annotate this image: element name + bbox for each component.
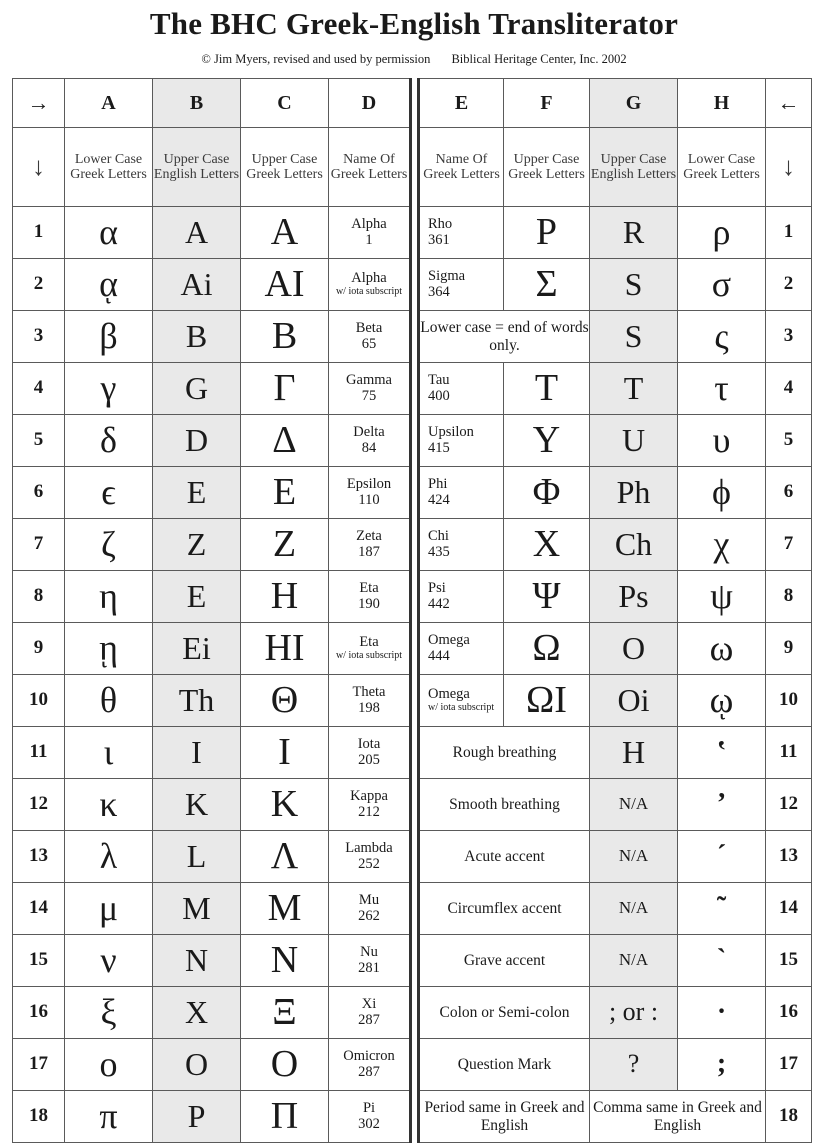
row-number: 12	[766, 779, 812, 831]
letter-name: Zeta	[356, 527, 382, 544]
lower-greek-cell: ι	[65, 727, 153, 779]
letter-value: 302	[358, 1115, 380, 1132]
lower-greek-cell: ζ	[65, 519, 153, 571]
letter-name: Nu	[360, 943, 378, 960]
upper-greek-cell: E	[241, 467, 329, 519]
upper-english-cell: Ei	[153, 623, 241, 675]
letter-value: 262	[358, 907, 380, 924]
row-number: 16	[13, 987, 65, 1039]
letter-name: Upsilon	[428, 423, 474, 440]
description-cell: Grave accent	[419, 935, 590, 987]
letter-value: 84	[361, 439, 377, 456]
lower-greek-cell: ˜	[678, 883, 766, 935]
description-cell: Colon or Semi-colon	[419, 987, 590, 1039]
description-cell: Circumflex accent	[419, 883, 590, 935]
lower-greek-cell: ν	[65, 935, 153, 987]
column-desc-h: Lower Case Greek Letters	[678, 128, 766, 207]
upper-greek-cell: Θ	[241, 675, 329, 727]
letter-name-cell	[419, 519, 504, 571]
upper-english-cell: S	[590, 259, 678, 311]
letter-value: 415	[428, 439, 450, 456]
letter-value: 364	[428, 283, 450, 300]
transliteration-table	[12, 78, 812, 1143]
letter-value: 442	[428, 595, 450, 612]
publisher-text: Biblical Heritage Center, Inc. 2002	[451, 52, 627, 66]
down-arrow-icon: ↓	[13, 128, 65, 207]
letter-value: 198	[358, 699, 380, 716]
letter-name-cell	[419, 623, 504, 675]
row-number: 5	[13, 415, 65, 467]
letter-name-note: w/ iota subscript	[335, 286, 403, 298]
row-number: 10	[766, 675, 812, 727]
upper-english-cell: I	[153, 727, 241, 779]
column-letter-d: D	[329, 79, 411, 128]
letter-name-cell	[329, 623, 411, 675]
column-letter-c: C	[241, 79, 329, 128]
upper-english-cell: R	[590, 207, 678, 259]
upper-greek-cell: AI	[241, 259, 329, 311]
upper-greek-cell: P	[504, 207, 590, 259]
lower-greek-cell: ς	[678, 311, 766, 363]
letter-name-cell	[329, 415, 411, 467]
lower-greek-cell: ρ	[678, 207, 766, 259]
letter-value: 424	[428, 491, 450, 508]
column-desc-g: Upper Case English Letters	[590, 128, 678, 207]
letter-name-cell	[329, 675, 411, 727]
column-desc-d: Name Of Greek Letters	[329, 128, 411, 207]
letter-name: Gamma	[346, 371, 392, 388]
upper-english-cell: X	[153, 987, 241, 1039]
letter-name-note: w/ iota subscript	[428, 702, 495, 714]
letter-value: 400	[428, 387, 450, 404]
letter-value: 187	[358, 543, 380, 560]
letter-name-cell	[419, 207, 504, 259]
letter-name-cell	[419, 363, 504, 415]
column-desc-b: Upper Case English Letters	[153, 128, 241, 207]
row-number: 18	[13, 1091, 65, 1143]
upper-english-cell: T	[590, 363, 678, 415]
upper-english-cell: O	[153, 1039, 241, 1091]
letter-value: 1	[365, 231, 373, 248]
description-cell: Acute accent	[419, 831, 590, 883]
upper-greek-cell: O	[241, 1039, 329, 1091]
column-letter-e: E	[419, 79, 504, 128]
upper-greek-cell: Σ	[504, 259, 590, 311]
letter-name: Phi	[428, 475, 448, 492]
upper-english-cell: S	[590, 311, 678, 363]
letter-name-cell	[329, 727, 411, 779]
letter-name: Alpha	[351, 215, 387, 232]
lower-greek-cell: σ	[678, 259, 766, 311]
upper-english-cell: Ph	[590, 467, 678, 519]
left-arrow-icon: ←	[766, 79, 812, 128]
row-number: 7	[766, 519, 812, 571]
letter-name-cell	[329, 883, 411, 935]
page-title: The BHC Greek-English Transliterator	[149, 6, 679, 41]
upper-english-cell: B	[153, 311, 241, 363]
letter-name-cell	[329, 831, 411, 883]
description-cell: Period same in Greek and English	[419, 1091, 590, 1143]
upper-english-cell: ?	[590, 1039, 678, 1091]
row-number: 3	[13, 311, 65, 363]
description-cell: Comma same in Greek and English	[590, 1091, 766, 1143]
row-number: 4	[13, 363, 65, 415]
letter-value: 110	[358, 491, 380, 508]
lower-greek-cell: ϕ	[678, 467, 766, 519]
lower-greek-cell: ξ	[65, 987, 153, 1039]
upper-english-cell: Z	[153, 519, 241, 571]
letter-name-cell	[329, 779, 411, 831]
lower-greek-cell: δ	[65, 415, 153, 467]
row-number: 2	[13, 259, 65, 311]
upper-greek-cell: N	[241, 935, 329, 987]
upper-english-cell: O	[590, 623, 678, 675]
upper-english-cell: Oi	[590, 675, 678, 727]
center-divider	[411, 79, 419, 1143]
letter-name: Mu	[358, 891, 380, 908]
column-letter-row	[13, 79, 812, 128]
upper-english-cell: E	[153, 571, 241, 623]
letter-name: Omega	[428, 686, 470, 703]
lower-greek-cell: θ	[65, 675, 153, 727]
upper-english-cell: U	[590, 415, 678, 467]
letter-value: 361	[428, 231, 450, 248]
credit-text: © Jim Myers, revised and used by permission	[201, 52, 431, 66]
letter-name: Iota	[357, 735, 381, 752]
letter-value: 444	[428, 647, 450, 664]
letter-name: Tau	[428, 371, 450, 388]
row-number: 1	[766, 207, 812, 259]
letter-name: Eta	[359, 634, 379, 651]
lower-greek-cell: ῳ	[678, 675, 766, 727]
upper-english-cell: Ai	[153, 259, 241, 311]
row-number: 15	[766, 935, 812, 987]
upper-greek-cell: T	[504, 363, 590, 415]
right-arrow-icon: →	[13, 79, 65, 128]
letter-value: 252	[358, 855, 380, 872]
letter-value: 287	[358, 1011, 380, 1028]
letter-value: 287	[358, 1063, 380, 1080]
column-desc-e: Name Of Greek Letters	[419, 128, 504, 207]
lower-greek-cell: μ	[65, 883, 153, 935]
upper-english-cell: N	[153, 935, 241, 987]
letter-name-cell	[329, 467, 411, 519]
lower-greek-cell: ˋ	[678, 935, 766, 987]
description-cell: Smooth breathing	[419, 779, 590, 831]
lower-greek-cell: ʼ	[678, 779, 766, 831]
row-number: 3	[766, 311, 812, 363]
lower-greek-cell: ῃ	[65, 623, 153, 675]
upper-english-cell: N/A	[590, 831, 678, 883]
upper-greek-cell: Y	[504, 415, 590, 467]
lower-greek-cell: υ	[678, 415, 766, 467]
row-number: 6	[766, 467, 812, 519]
lower-greek-cell: ;	[678, 1039, 766, 1091]
lower-greek-cell: χ	[678, 519, 766, 571]
row-number: 11	[13, 727, 65, 779]
credit-line	[0, 52, 828, 67]
lower-greek-cell: ·	[678, 987, 766, 1039]
letter-value: 65	[361, 335, 377, 352]
letter-value: 205	[358, 751, 380, 768]
row-number: 16	[766, 987, 812, 1039]
letter-name-note: w/ iota subscript	[335, 650, 403, 662]
row-number: 1	[13, 207, 65, 259]
column-letter-b: B	[153, 79, 241, 128]
column-letter-g: G	[590, 79, 678, 128]
letter-value: 190	[358, 595, 380, 612]
letter-name-cell	[419, 571, 504, 623]
upper-english-cell: D	[153, 415, 241, 467]
upper-greek-cell: Δ	[241, 415, 329, 467]
letter-value: 281	[358, 959, 380, 976]
lower-greek-cell: ψ	[678, 571, 766, 623]
upper-greek-cell: A	[241, 207, 329, 259]
letter-name: Theta	[352, 683, 386, 700]
lower-greek-cell: α	[65, 207, 153, 259]
lower-greek-cell: ˊ	[678, 831, 766, 883]
letter-name-cell	[419, 675, 504, 727]
down-arrow-icon: ↓	[766, 128, 812, 207]
column-letter-a: A	[65, 79, 153, 128]
row-number: 10	[13, 675, 65, 727]
lower-greek-cell: ω	[678, 623, 766, 675]
row-number: 17	[13, 1039, 65, 1091]
upper-english-cell: P	[153, 1091, 241, 1143]
row-number: 5	[766, 415, 812, 467]
letter-value: 212	[358, 803, 380, 820]
upper-greek-cell: Φ	[504, 467, 590, 519]
upper-greek-cell: Π	[241, 1091, 329, 1143]
row-number: 4	[766, 363, 812, 415]
upper-greek-cell: Ψ	[504, 571, 590, 623]
upper-english-cell: Ch	[590, 519, 678, 571]
letter-name: Xi	[361, 995, 377, 1012]
upper-english-cell: M	[153, 883, 241, 935]
row-number: 14	[766, 883, 812, 935]
letter-name-cell	[329, 987, 411, 1039]
letter-name: Lambda	[345, 839, 393, 856]
upper-english-cell: N/A	[590, 779, 678, 831]
row-number: 8	[766, 571, 812, 623]
upper-english-cell: E	[153, 467, 241, 519]
upper-english-cell: A	[153, 207, 241, 259]
letter-name: Beta	[355, 319, 383, 336]
letter-name-cell	[329, 259, 411, 311]
row-number: 13	[13, 831, 65, 883]
letter-name-cell	[329, 935, 411, 987]
row-number: 15	[13, 935, 65, 987]
upper-greek-cell: X	[504, 519, 590, 571]
row-number: 9	[766, 623, 812, 675]
letter-name: Omicron	[343, 1047, 395, 1064]
upper-greek-cell: ΩI	[504, 675, 590, 727]
letter-name: Eta	[359, 579, 379, 596]
lower-greek-cell: β	[65, 311, 153, 363]
lower-greek-cell: η	[65, 571, 153, 623]
letter-value: 75	[361, 387, 377, 404]
upper-greek-cell: B	[241, 311, 329, 363]
letter-name-cell	[419, 467, 504, 519]
letter-name: Delta	[353, 423, 385, 440]
row-number: 17	[766, 1039, 812, 1091]
upper-greek-cell: Λ	[241, 831, 329, 883]
upper-greek-cell: Z	[241, 519, 329, 571]
lower-greek-cell: π	[65, 1091, 153, 1143]
letter-name-cell	[329, 1091, 411, 1143]
letter-name: Sigma	[428, 267, 466, 284]
lower-greek-cell: κ	[65, 779, 153, 831]
upper-greek-cell: HI	[241, 623, 329, 675]
upper-english-cell: L	[153, 831, 241, 883]
upper-greek-cell: Γ	[241, 363, 329, 415]
lower-greek-cell: λ	[65, 831, 153, 883]
letter-name: Rho	[428, 215, 453, 232]
letter-name: Psi	[428, 579, 446, 596]
lower-greek-cell: ᾳ	[65, 259, 153, 311]
upper-greek-cell: Ξ	[241, 987, 329, 1039]
upper-english-cell: N/A	[590, 935, 678, 987]
column-letter-h: H	[678, 79, 766, 128]
row-number: 12	[13, 779, 65, 831]
row-number: 2	[766, 259, 812, 311]
lower-greek-cell: ʽ	[678, 727, 766, 779]
upper-greek-cell: I	[241, 727, 329, 779]
lower-greek-cell: τ	[678, 363, 766, 415]
description-cell: Rough breathing	[419, 727, 590, 779]
letter-name: Alpha	[351, 270, 387, 287]
row-number: 11	[766, 727, 812, 779]
upper-english-cell: Ps	[590, 571, 678, 623]
upper-greek-cell: M	[241, 883, 329, 935]
letter-name-cell	[329, 311, 411, 363]
column-letter-f: F	[504, 79, 590, 128]
column-desc-a: Lower Case Greek Letters	[65, 128, 153, 207]
row-number: 6	[13, 467, 65, 519]
letter-name: Pi	[362, 1099, 376, 1116]
letter-name: Omega	[428, 631, 470, 648]
row-number: 18	[766, 1091, 812, 1143]
lower-greek-cell: γ	[65, 363, 153, 415]
row-number: 14	[13, 883, 65, 935]
letter-name: Epsilon	[346, 475, 392, 492]
upper-greek-cell: Ω	[504, 623, 590, 675]
lower-greek-cell: ο	[65, 1039, 153, 1091]
row-number: 7	[13, 519, 65, 571]
letter-value: 435	[428, 543, 450, 560]
letter-name-cell	[329, 571, 411, 623]
row-number: 13	[766, 831, 812, 883]
row-number: 8	[13, 571, 65, 623]
upper-english-cell: H	[590, 727, 678, 779]
letter-name-cell	[419, 415, 504, 467]
letter-name-cell	[329, 207, 411, 259]
letter-name: Kappa	[350, 787, 388, 804]
column-desc-f: Upper Case Greek Letters	[504, 128, 590, 207]
upper-english-cell: N/A	[590, 883, 678, 935]
upper-english-cell: K	[153, 779, 241, 831]
letter-name-cell	[329, 1039, 411, 1091]
letter-name-cell	[419, 259, 504, 311]
column-desc-c: Upper Case Greek Letters	[241, 128, 329, 207]
note-cell: Lower case = end of words only.	[419, 311, 590, 363]
letter-name-cell	[329, 519, 411, 571]
row-number: 9	[13, 623, 65, 675]
upper-english-cell: Th	[153, 675, 241, 727]
description-cell: Question Mark	[419, 1039, 590, 1091]
upper-english-cell: ; or :	[590, 987, 678, 1039]
upper-greek-cell: H	[241, 571, 329, 623]
letter-name: Chi	[428, 527, 449, 544]
letter-name-cell	[329, 363, 411, 415]
lower-greek-cell: ϵ	[65, 467, 153, 519]
upper-english-cell: G	[153, 363, 241, 415]
upper-greek-cell: K	[241, 779, 329, 831]
